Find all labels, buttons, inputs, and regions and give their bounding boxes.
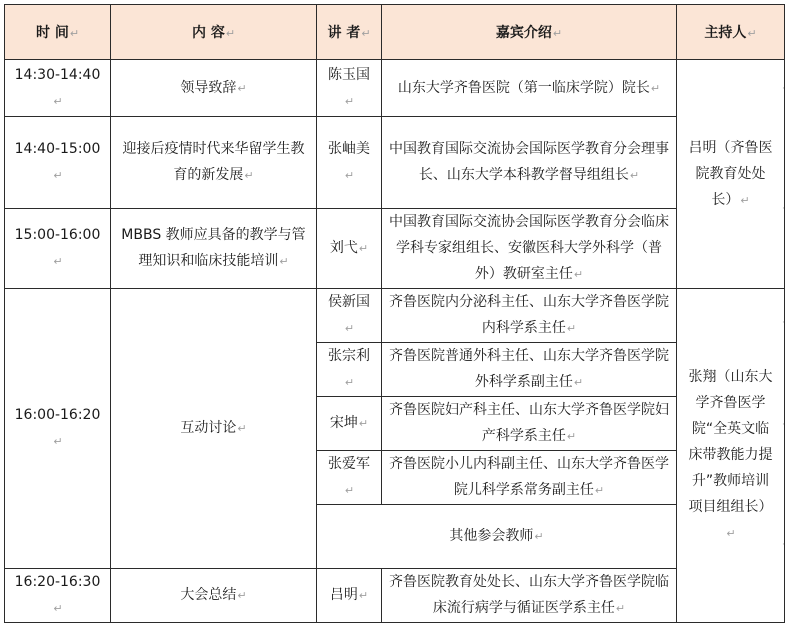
time-cell: 16:00-16:20↵ xyxy=(5,289,111,569)
intro-cell: 齐鲁医院妇产科主任、山东大学齐鲁医学院妇产科学系主任↵ xyxy=(382,397,677,451)
edge-mark: · xyxy=(782,204,785,214)
header-content: 内 容↵ xyxy=(111,5,317,60)
table-row xyxy=(5,60,785,117)
speaker-cell: 宋坤↵ xyxy=(317,397,382,451)
edge-mark: · xyxy=(782,420,785,430)
table-row xyxy=(5,289,785,343)
intro-cell: 齐鲁医院普通外科主任、山东大学齐鲁医学院外科学系副主任↵ xyxy=(382,343,677,397)
schedule-table xyxy=(4,4,785,623)
speaker-cell: 侯新国↵ xyxy=(317,289,382,343)
speaker-cell: 吕明↵ xyxy=(317,569,382,623)
intro-cell: 中国教育国际交流协会国际医学教育分会临床学科专家组组长、安徽医科大学外科学（普外）教研室主任↵ xyxy=(382,209,677,289)
content-cell: MBBS 教师应具备的教学与管理知识和临床技能培训↵ xyxy=(111,209,317,289)
time-cell: 14:40-15:00↵ xyxy=(5,117,111,209)
content-cell: 大会总结↵ xyxy=(111,569,317,623)
edge-mark: · xyxy=(782,318,785,328)
edge-mark: · xyxy=(782,540,785,550)
speaker-cell: 张岫美↵ xyxy=(317,117,382,209)
time-cell: 14:30-14:40↵ xyxy=(5,60,111,117)
header-host: 主持人↵ xyxy=(677,5,785,60)
edge-mark: · xyxy=(782,84,785,94)
intro-cell: 中国教育国际交流协会国际医学教育分会理事长、山东大学本科教学督导组组长↵ xyxy=(382,117,677,209)
other-teachers-cell: 其他参会教师↵ xyxy=(317,505,677,569)
content-cell: 互动讨论↵ xyxy=(111,289,317,569)
intro-cell: 齐鲁医院小儿内科副主任、山东大学齐鲁医学院儿科学系常务副主任↵ xyxy=(382,451,677,505)
host-cell: 张翔（山东大学齐鲁医学院“全英文临床带教能力提升”教师培训项目组组长）↵ xyxy=(677,289,785,623)
header-time: 时 间↵ xyxy=(5,5,111,60)
intro-cell: 齐鲁医院教育处处长、山东大学齐鲁医学院临床流行病学与循证医学系主任↵ xyxy=(382,569,677,623)
time-cell: 16:20-16:30↵ xyxy=(5,569,111,623)
host-cell: 吕明（齐鲁医院教育处处长）↵ xyxy=(677,60,785,289)
table-row xyxy=(5,209,785,289)
header-row xyxy=(5,5,785,60)
speaker-cell: 陈玉国↵ xyxy=(317,60,382,117)
time-cell: 15:00-16:00↵ xyxy=(5,209,111,289)
header-speaker: 讲 者↵ xyxy=(317,5,382,60)
content-cell: 迎接后疫情时代来华留学生教育的新发展↵ xyxy=(111,117,317,209)
content-cell: 领导致辞↵ xyxy=(111,60,317,117)
intro-cell: 齐鲁医院内分泌科主任、山东大学齐鲁医学院内科学系主任↵ xyxy=(382,289,677,343)
speaker-cell: 刘弋↵ xyxy=(317,209,382,289)
speaker-cell: 张爱军↵ xyxy=(317,451,382,505)
intro-cell: 山东大学齐鲁医院（第一临床学院）院长↵ xyxy=(382,60,677,117)
table-row xyxy=(5,117,785,209)
table-row xyxy=(5,569,785,623)
header-intro: 嘉宾介绍↵ xyxy=(382,5,677,60)
speaker-cell: 张宗利↵ xyxy=(317,343,382,397)
